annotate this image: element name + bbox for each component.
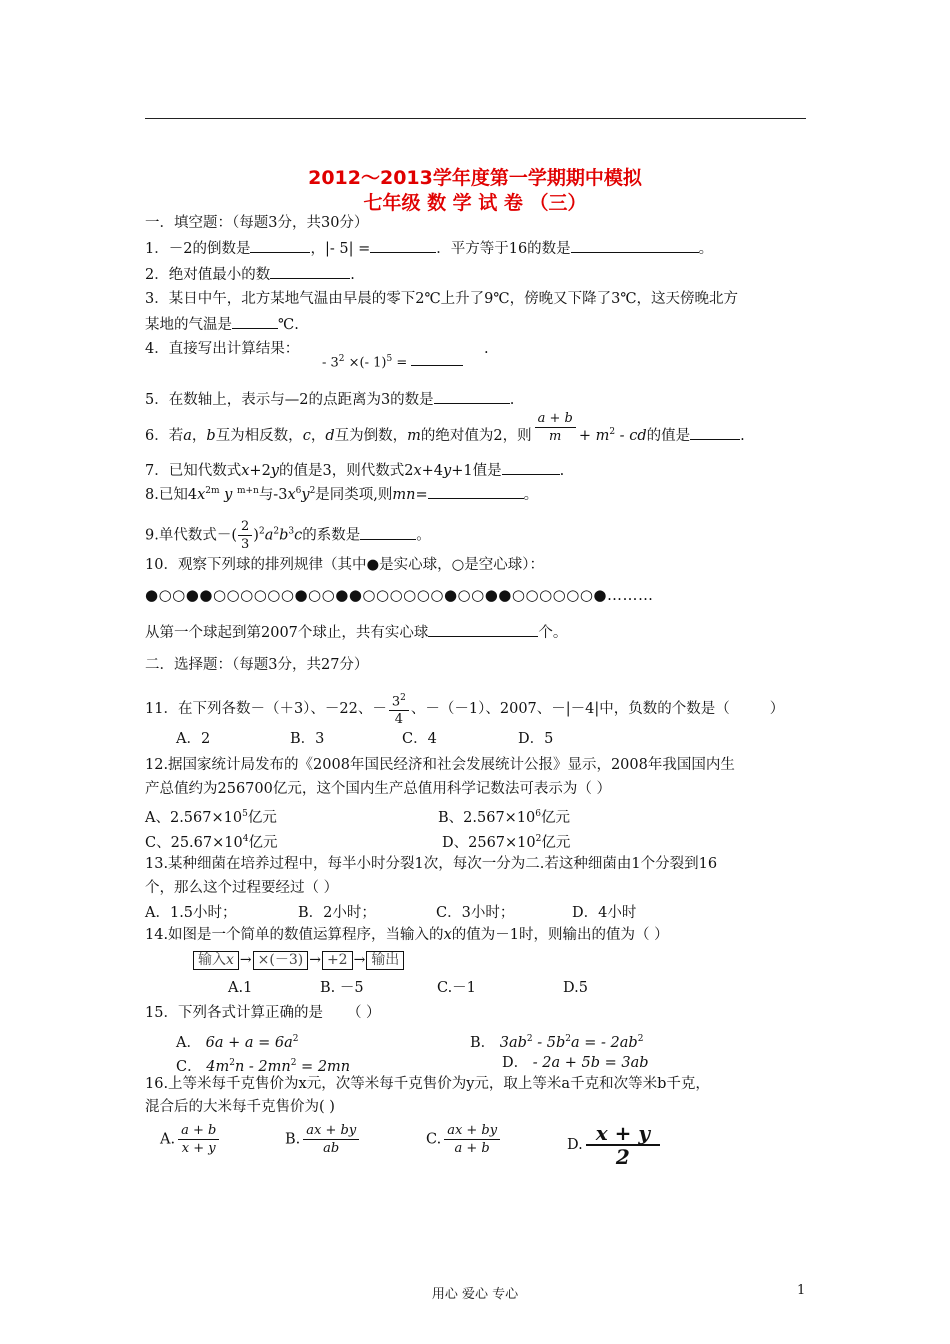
q15-option-d[interactable]: D． - 2a + 5b = 3ab [502,1055,649,1071]
exam-title: 2012～2013学年度第一学期期中模拟 [308,167,642,189]
question-1: 1．－2的倒数是 ，|- 5| = ．平方等于16的数是 。 [145,238,713,258]
fraction: $\frac{a + b}{x + y}$ [178,1122,219,1157]
q15-option-c[interactable]: C． $4m^2n - 2mn^2 = 2mn$ [176,1058,351,1075]
answer-blank[interactable] [370,238,436,253]
question-14: 14.如图是一个简单的数值运算程序，当输入的x的值为－1时，则输出的值为（ ） [145,927,669,943]
question-9: 9.单代数式－( $\frac{2}{3}$ )$^2a^2b^3c$的系数是 。 [145,519,431,552]
question-3-cont: 某地的气温是 ℃. [145,314,299,334]
question-4-end: . [484,341,489,357]
q14-option-c[interactable]: C.－1 [437,980,476,996]
section-2-heading: 二．选择题：（每题3分，共27分） [145,657,369,673]
section-1-heading: 一．填空题：（每题3分，共30分） [145,215,369,231]
q16-option-b[interactable]: B. $\frac{ax + by}{ab}$ [285,1122,362,1157]
question-15: 15．下列各式计算正确的是 （ ） [145,1005,381,1021]
answer-blank[interactable] [428,484,524,499]
q13-option-b[interactable]: B．2小时； [298,905,376,921]
fraction: $\frac{a + b}{m}$ [535,410,576,445]
page-footer: 用心 爱心 专心 [431,1287,519,1302]
q15-option-b[interactable]: B． $3ab^2 - 5b^2a$ = - $2ab^2$ [470,1034,644,1051]
flow-output-box: 输出 [366,951,404,970]
question-6: 6．若a，b互为相反数，c，d互为倒数，m的绝对值为2，则 $\frac{a + b}{m}$ + $m^2$ - cd的值是 . [145,411,745,445]
arrow-right-icon: → [309,952,321,968]
q14-option-a[interactable]: A.1 [228,980,253,996]
question-12-cont: 产总值约为256700亿元，这个国内生产总值用科学记数法可表示为（ ） [145,781,611,797]
question-4: 4．直接写出计算结果： [145,341,300,357]
fraction: $\frac{3^2}{4}$ [389,690,409,728]
question-10-cont: 从第一个球起到第2007个球止，共有实心球 个。 [145,622,567,642]
answer-blank[interactable] [270,264,350,279]
question-2: 2．绝对值最小的数 . [145,264,355,284]
q13-option-c[interactable]: C．3小时； [436,905,515,921]
answer-blank[interactable] [250,238,310,253]
question-4-expression: - $3^2$ ×(- 1)$^5$ = [322,350,463,372]
q12-option-d[interactable]: D、$2567\times 10^2$亿元 [442,834,571,851]
question-7: 7．已知代数式x+2y的值是3，则代数式2x+4y+1值是 . [145,460,564,480]
q15-option-a[interactable]: A． $6a + a = 6a^2$ [176,1034,299,1051]
question-11: 11．在下列各数－（＋3）、－22、－ $\frac{3^2}{4}$ 、－（－1）、2007、－|－4|中，负数的个数是（ ） [145,690,784,728]
answer-blank[interactable] [428,622,538,637]
question-8: 8.已知$4x^{2m}$ y $^{m+n}$与$-3x^6y^2$是同类项,则mn= 。 [145,482,538,504]
question-12: 12.据国家统计局发布的《2008年国民经济和社会发展统计公报》显示，2008年我国国内生 [145,757,735,773]
question-5: 5．在数轴上，表示与—2的点距离为3的数是 . [145,389,514,409]
q14-option-b[interactable]: B. －5 [320,980,364,996]
fraction: $\frac{ax + by}{ab}$ [303,1122,359,1157]
answer-blank[interactable] [360,525,416,540]
arrow-right-icon: → [353,952,366,968]
question-16: 16.上等米每千克售价为x元，次等米每千克售价为y元，取上等米a千克和次等米b千克， [145,1076,710,1092]
answer-blank[interactable] [502,460,560,475]
question-16-cont: 混合后的大米每千克售价为( ) [145,1099,335,1115]
q12-option-a[interactable]: A、$2.567\times 10^5$亿元 [145,809,277,826]
fraction: $\frac{x + y}{2}$ [586,1122,660,1168]
question-13: 13.某种细菌在培养过程中，每半小时分裂1次，每次一分为二.若这种细菌由1个分裂到16 [145,856,718,872]
answer-blank[interactable] [232,314,278,329]
exam-subtitle: 七年级 数 学 试 卷 （三） [363,192,587,214]
answer-blank[interactable] [411,351,463,366]
q13-option-a[interactable]: A．1.5小时； [145,905,237,921]
q14-option-d[interactable]: D.5 [563,980,588,996]
q11-option-b[interactable]: B．3 [290,731,325,747]
fraction: $\frac{2}{3}$ [238,518,252,553]
header-rule [145,118,806,119]
question-13-cont: 个，那么这个过程要经过（ ） [145,880,339,896]
q12-option-c[interactable]: C、$25.67\times 10^4$亿元 [145,834,278,851]
page-number: 1 [797,1283,806,1298]
flow-input-box: 输入x [193,951,239,970]
q13-option-d[interactable]: D．4小时 [572,905,637,921]
q11-option-d[interactable]: D．5 [518,731,554,747]
flow-add-box: +2 [322,951,353,970]
q16-option-c[interactable]: C. $\frac{ax + by}{a + b}$ [426,1122,503,1157]
answer-blank[interactable] [571,238,699,253]
fraction: $\frac{ax + by}{a + b}$ [444,1122,500,1157]
q14-flowchart [193,951,404,970]
question-3: 3．某日中午，北方某地气温由早晨的零下2℃上升了9℃，傍晚又下降了3℃，这天傍晚北方 [145,291,739,307]
q11-option-a[interactable]: A．2 [176,731,211,747]
q16-option-d[interactable]: D. $\frac{x + y}{2}$ [567,1122,663,1168]
q16-option-a[interactable]: A. $\frac{a + b}{x + y}$ [160,1122,222,1157]
arrow-right-icon: → [239,952,252,968]
ball-sequence: ●○○●●○○○○○○●○○●●○○○○○○●○○●●○○○○○○●……… [145,586,654,604]
question-10: 10．观察下列球的排列规律（其中●是实心球，○是空心球）： [145,557,545,573]
q12-option-b[interactable]: B、$2.567\times 10^6$亿元 [438,809,571,826]
q11-option-c[interactable]: C．4 [402,731,437,747]
flow-multiply-box: ×(－3) [253,951,309,970]
answer-blank[interactable] [434,389,510,404]
answer-blank[interactable] [690,425,740,440]
